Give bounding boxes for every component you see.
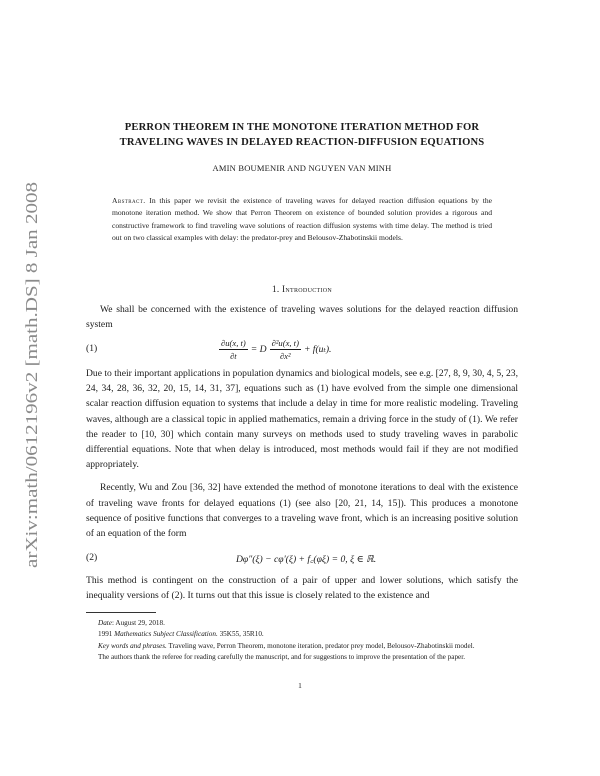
title-line-2: TRAVELING WAVES IN DELAYED REACTION-DIFFUSION EQUATIONS (119, 137, 485, 148)
abstract-text: In this paper we revisit the existence of traveling waves for delayed reaction diffusion equations by the monotone iteration method. We show that Perron Theorem on existence of bounded solution provides a rigorous and constructive framework to find traveling wave solutions of reaction diffusion systems with time delay. The method is tried out on two classical examples with delay: the predator-prey and Belousov-Zhabotinskii models. (112, 196, 492, 243)
eq1-lhs-fraction (219, 338, 248, 361)
abstract-heading: Abstract. (112, 196, 146, 205)
page-number: 1 (298, 681, 302, 690)
arxiv-identifier-text: arXiv:math/0612196v2 [math.DS] 8 Jan 2008 (22, 255, 41, 568)
eq1-lhs-numerator: ∂u(x, t) (221, 337, 246, 348)
intro-paragraph-4: This method is contingent on the construction of a pair of upper and lower solutions, which satisfy the inequality versions of (2). It turns out that this issue is closely related to the existence and (86, 575, 518, 602)
paper-title (86, 120, 518, 150)
section-title: 1. Introduction (271, 283, 333, 294)
eq1-rhs-numerator: ∂²u(x, t) (271, 337, 299, 348)
date-value: : August 29, 2018. (111, 619, 165, 627)
footnote-thanks: The authors thank the referee for reading carefully the manuscript, and for suggestions to improve the presentation of the paper. (98, 653, 466, 662)
eq1-tail: + f(uₜ). (303, 343, 332, 355)
footnote-rule (86, 612, 156, 613)
keywords-label: Key words and phrases. (98, 641, 167, 650)
equation-2-body: Dφ″(ξ) − cφ′(ξ) + f꜀(φξ) = 0, ξ ∈ ℝ. (236, 553, 377, 565)
title-line-1: PERRON THEOREM IN THE MONOTONE ITERATION METHOD FOR (124, 122, 480, 133)
msc-value: 35K55, 35R10. (217, 630, 264, 639)
equation-2-number: (2) (86, 552, 98, 564)
footnote-keywords (86, 641, 518, 652)
intro-paragraph-3: Recently, Wu and Zou [36, 32] have extended the method of monotone iterations to deal with the existence of traveling wave fronts for delayed equations (1) (see also [20, 21, 14, 15]). This produces a monotone sequence of positive functions that converges to a traveling wave front, which is an increasing positive solution of an equation of the form (86, 482, 518, 540)
abstract (112, 195, 492, 245)
equation-2 (86, 547, 518, 569)
paper-body (86, 120, 518, 604)
equation-1-body (216, 334, 331, 364)
eq1-rhs-denominator: ∂x² (279, 350, 291, 361)
msc-label: Mathematics Subject Classification. (114, 630, 218, 639)
intro-paragraph-1: We shall be concerned with the existence of traveling waves solutions for the delayed reaction diffusion system (86, 303, 518, 330)
footnote-date (86, 618, 518, 629)
eq1-rhs-fraction (270, 338, 301, 361)
footnotes (86, 612, 518, 664)
equation-1-number: (1) (86, 343, 98, 355)
date-label: Date (98, 619, 112, 627)
eq1-lhs-denominator: ∂t (230, 350, 237, 361)
footnote-msc (86, 629, 518, 640)
arxiv-identifier-stamp (22, 178, 42, 568)
intro-paragraph-2: Due to their important applications in population dynamics and biological models, see e.g. [27, 8, 9, 30, 4, 5, 23, 24, 34, 28, 36, 32, 20, 15, 14, 31, 37], equations such as (1) have evolved from the simple one dimensional scalar reaction diffusion equation to systems that include a delay in time for more realistic modeling. Traveling waves, although are a classical topic in applied mathematics, remain a driving force in the study of (1). We refer the reader to [10, 30] which contain many surveys on methods used to study traveling waves in parabolic differential equations. Note that when delay is introduced, most methods would fail if they are not modified appropriately. (86, 368, 518, 471)
msc-prefix: 1991 (98, 630, 115, 639)
equation-1 (86, 334, 518, 364)
authors: AMIN BOUMENIR AND NGUYEN VAN MINH (212, 163, 392, 173)
eq1-equals-d: = D (250, 343, 267, 355)
keywords-value: Traveling wave, Perron Theorem, monotone iteration, predator prey model, Belousov-Zhabotinskii model. (166, 641, 475, 650)
